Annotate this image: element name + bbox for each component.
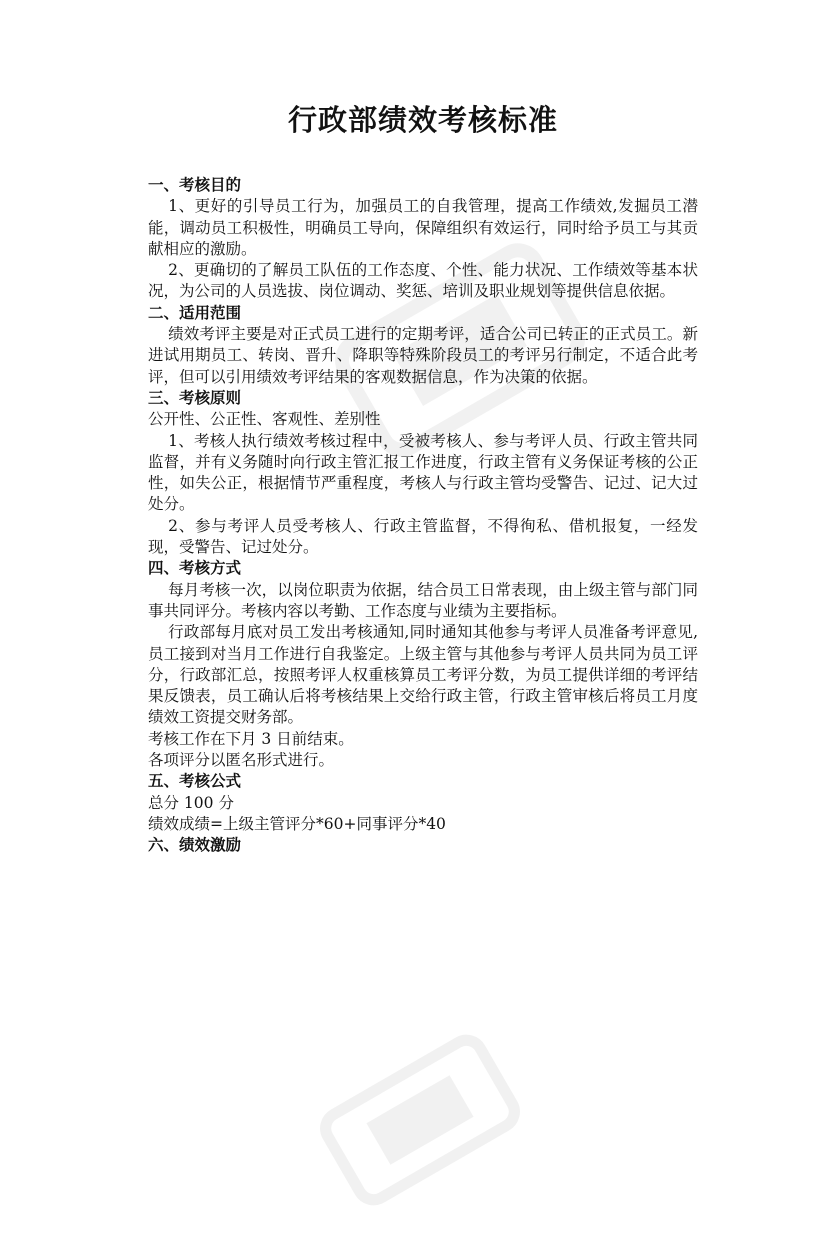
- section-formula: [148, 771, 698, 835]
- section-heading: 四、考核方式: [148, 559, 242, 578]
- section-heading: 六、绩效激励: [148, 836, 242, 855]
- paragraph: 1、更好的引导员工行为，加强员工的自我管理，提高工作绩效,发掘员工潜能，调动员工积极性，明确员工导向，保障组织有效运行，同时给予员工与其贡献相应的激励。: [148, 197, 698, 258]
- section-heading: 五、考核公式: [148, 772, 242, 791]
- paragraph: 绩效考评主要是对正式员工进行的定期考评，适合公司已转正的正式员工。新进试用期员工、转岗、晋升、降职等特殊阶段员工的考评另行制定，不适合此考评，但可以引用绩效考评结果的客观数据信息，作为决策的依据。: [148, 325, 698, 386]
- paragraph: 总分 100 分: [148, 793, 234, 812]
- paragraph: 2、更确切的了解员工队伍的工作态度、个性、能力状况、工作绩效等基本状况，为公司的人员选拔、岗位调动、奖惩、培训及职业规划等提供信息依据。: [148, 261, 698, 301]
- section-purpose: [148, 175, 698, 303]
- paragraph: 各项评分以匿名形式进行。: [148, 751, 335, 770]
- section-heading: 三、考核原则: [148, 388, 242, 407]
- watermark-logo-bottom: [276, 991, 564, 1249]
- paragraph: 1、考核人执行绩效考核过程中，受被考核人、参与考评人员、行政主管共同监督，并有义务随时向行政主管汇报工作进度，行政主管有义务保证考核的公正性，如失公正，根据情节严重程度，考核人与行政主管均受警告、记过、记大过处分。: [148, 431, 698, 514]
- section-principles: [148, 388, 698, 558]
- paragraph: 2、参与考评人员受考核人、行政主管监督，不得徇私、借机报复，一经发现，受警告、记过处分。: [148, 516, 698, 557]
- paragraph: 考核工作在下月 3 日前结束。: [148, 729, 354, 748]
- paragraph: 每月考核一次，以岗位职责为依据，结合员工日常表现，由上级主管与部门同事共同评分。考核内容以考勤、工作态度与业绩为主要指标。: [148, 580, 698, 620]
- document-title: 行政部绩效考核标准: [287, 103, 558, 137]
- section-heading: 一、考核目的: [148, 176, 242, 194]
- paragraph: 行政部每月底对员工发出考核通知,同时通知其他参与考评人员准备考评意见,员工接到对当月工作进行自我鉴定。上级主管与其他参与考评人员共同为员工评分，行政部汇总，按照考评人权重核算员工考评分数，为员工提供详细的考评结果反馈表，员工确认后将考核结果上交给行政主管，行政主管审核后将员工月度绩效工资提交财务部。: [148, 623, 698, 727]
- document-page: [148, 98, 698, 857]
- section-heading: 二、适用范围: [148, 303, 242, 322]
- section-incentive: [148, 835, 698, 856]
- paragraph: 公开性、公正性、客观性、差别性: [148, 410, 381, 429]
- section-scope: [148, 303, 698, 388]
- paragraph: 绩效成绩=上级主管评分*60+同事评分*40: [148, 814, 446, 833]
- section-method: [148, 558, 698, 771]
